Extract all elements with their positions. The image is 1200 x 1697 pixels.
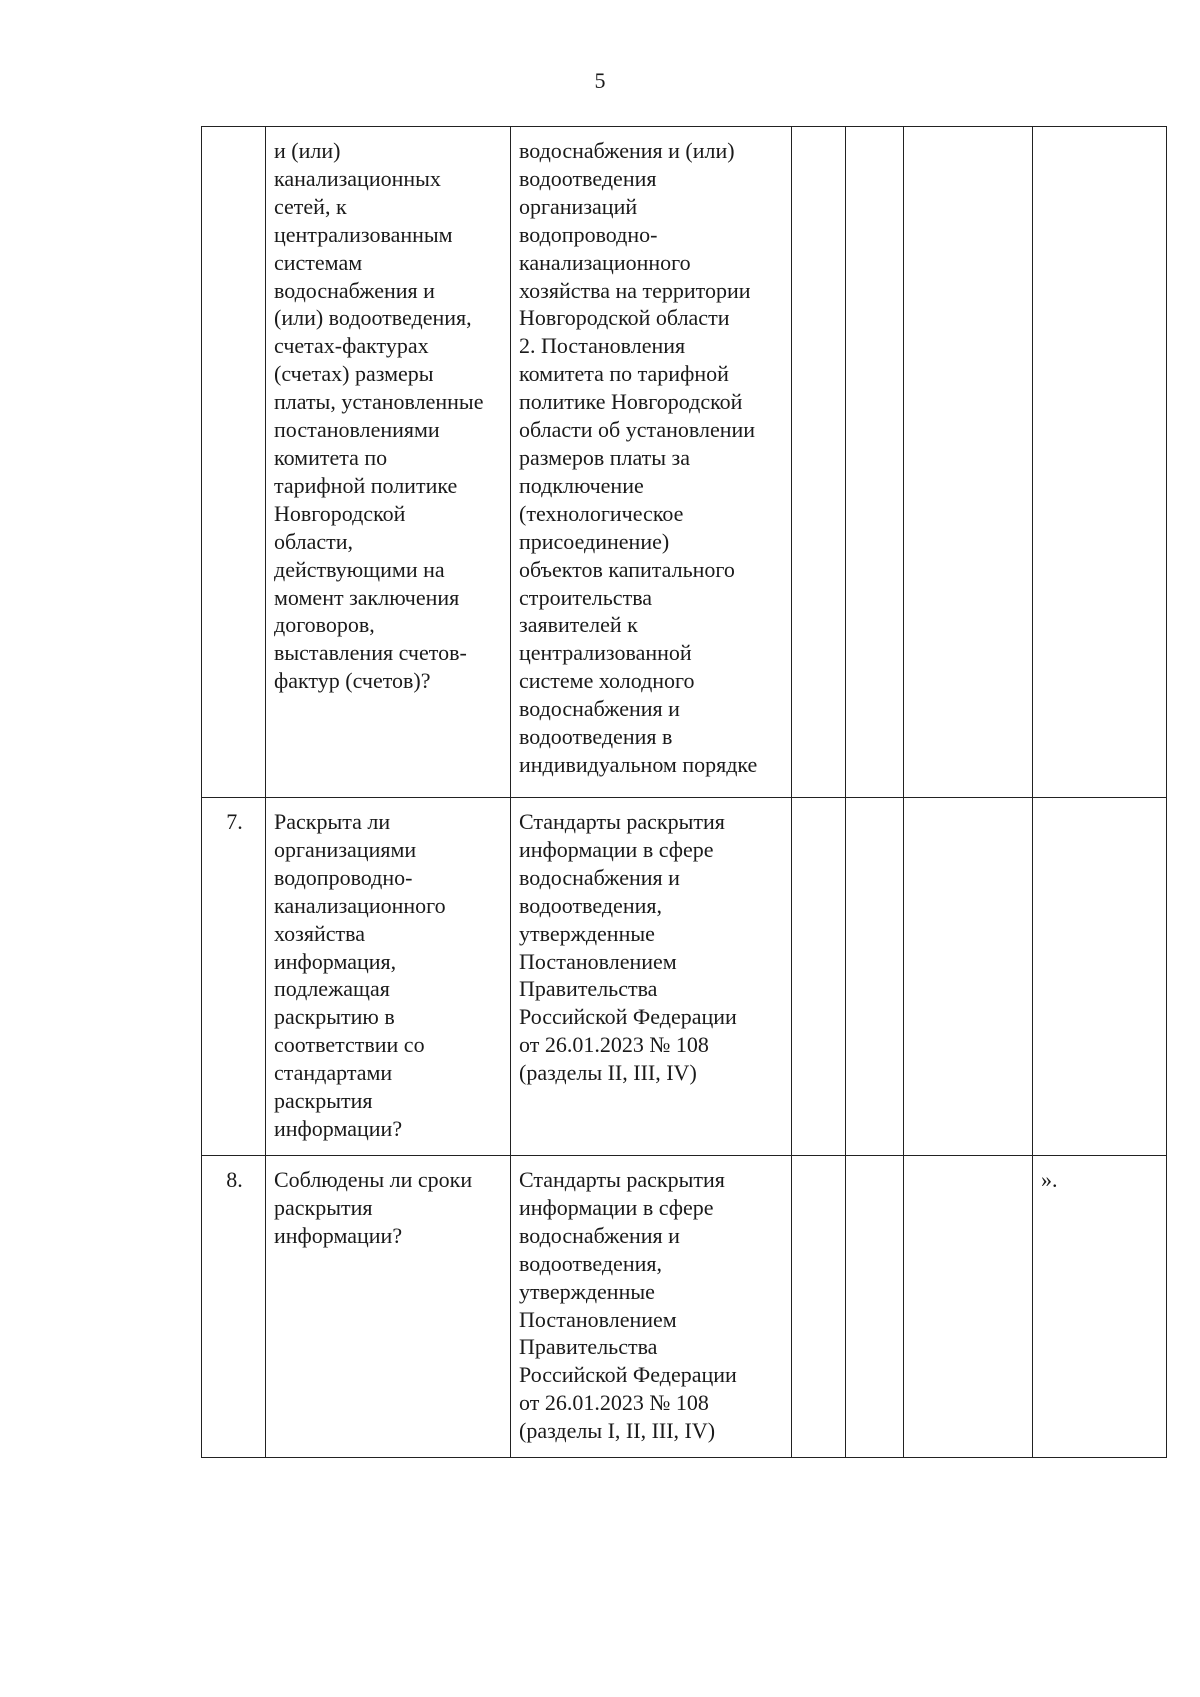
question-text: Раскрыта ли организациями водопроводно- канализационного хозяйства информация, подлежащая раскрытию в соответствии со стандартами раскрытия информации?: [274, 809, 446, 1141]
answer-yes-cell: [792, 1156, 846, 1458]
note-cell: ».: [1033, 1156, 1167, 1458]
answer-no-cell: [846, 798, 904, 1156]
row-number-cell: [202, 127, 266, 798]
answer-no-cell: [846, 1156, 904, 1458]
reference-cell: [511, 127, 792, 798]
answer-no-cell: [846, 127, 904, 798]
table-row: [202, 1156, 1167, 1458]
checklist-table: [201, 126, 1167, 1458]
reference-text: водоснабжения и (или) водоотведения организаций водопроводно- канализационного хозяйства на территории Новгородской области 2. Постановления комитета по тарифной политике Новгородской области об установлении размеров платы за подключение (технологическое присоединение) объектов капитального строительства заявителей к централизованной системе холодного водоснабжения и водоотведения в индивидуальном порядке: [519, 138, 758, 777]
table-row: [202, 127, 1167, 798]
question-cell: [266, 1156, 511, 1458]
answer-yes-cell: [792, 127, 846, 798]
question-cell: [266, 127, 511, 798]
row-number-cell: 8.: [202, 1156, 266, 1458]
answer-yes-cell: [792, 798, 846, 1156]
reference-cell: [511, 1156, 792, 1458]
answer-na-cell: [904, 1156, 1033, 1458]
question-text: Соблюдены ли сроки раскрытия информации?: [274, 1167, 473, 1248]
answer-na-cell: [904, 127, 1033, 798]
table-row: [202, 798, 1167, 1156]
note-cell: [1033, 798, 1167, 1156]
reference-cell: [511, 798, 792, 1156]
question-cell: [266, 798, 511, 1156]
question-text: и (или) канализационных сетей, к централизованным системам водоснабжения и (или) водоотведения, счетах-фактурах (счетах) размеры платы, установленные постановлениями комитета по тарифной политике Новгородской области, действующими на момент заключения договоров, выставления счетов- фактур (счетов)?: [274, 138, 484, 694]
page-number: 5: [594, 68, 606, 93]
answer-na-cell: [904, 798, 1033, 1156]
reference-text: Стандарты раскрытия информации в сфере водоснабжения и водоотведения, утвержденные Постановлением Правительства Российской Федерации от 26.01.2023 № 108 (разделы II, III, IV): [519, 809, 737, 1086]
row-number-cell: 7.: [202, 798, 266, 1156]
reference-text: Стандарты раскрытия информации в сфере водоснабжения и водоотведения, утвержденные Постановлением Правительства Российской Федерации от 26.01.2023 № 108 (разделы I, II, III, IV): [519, 1167, 737, 1444]
note-cell: [1033, 127, 1167, 798]
